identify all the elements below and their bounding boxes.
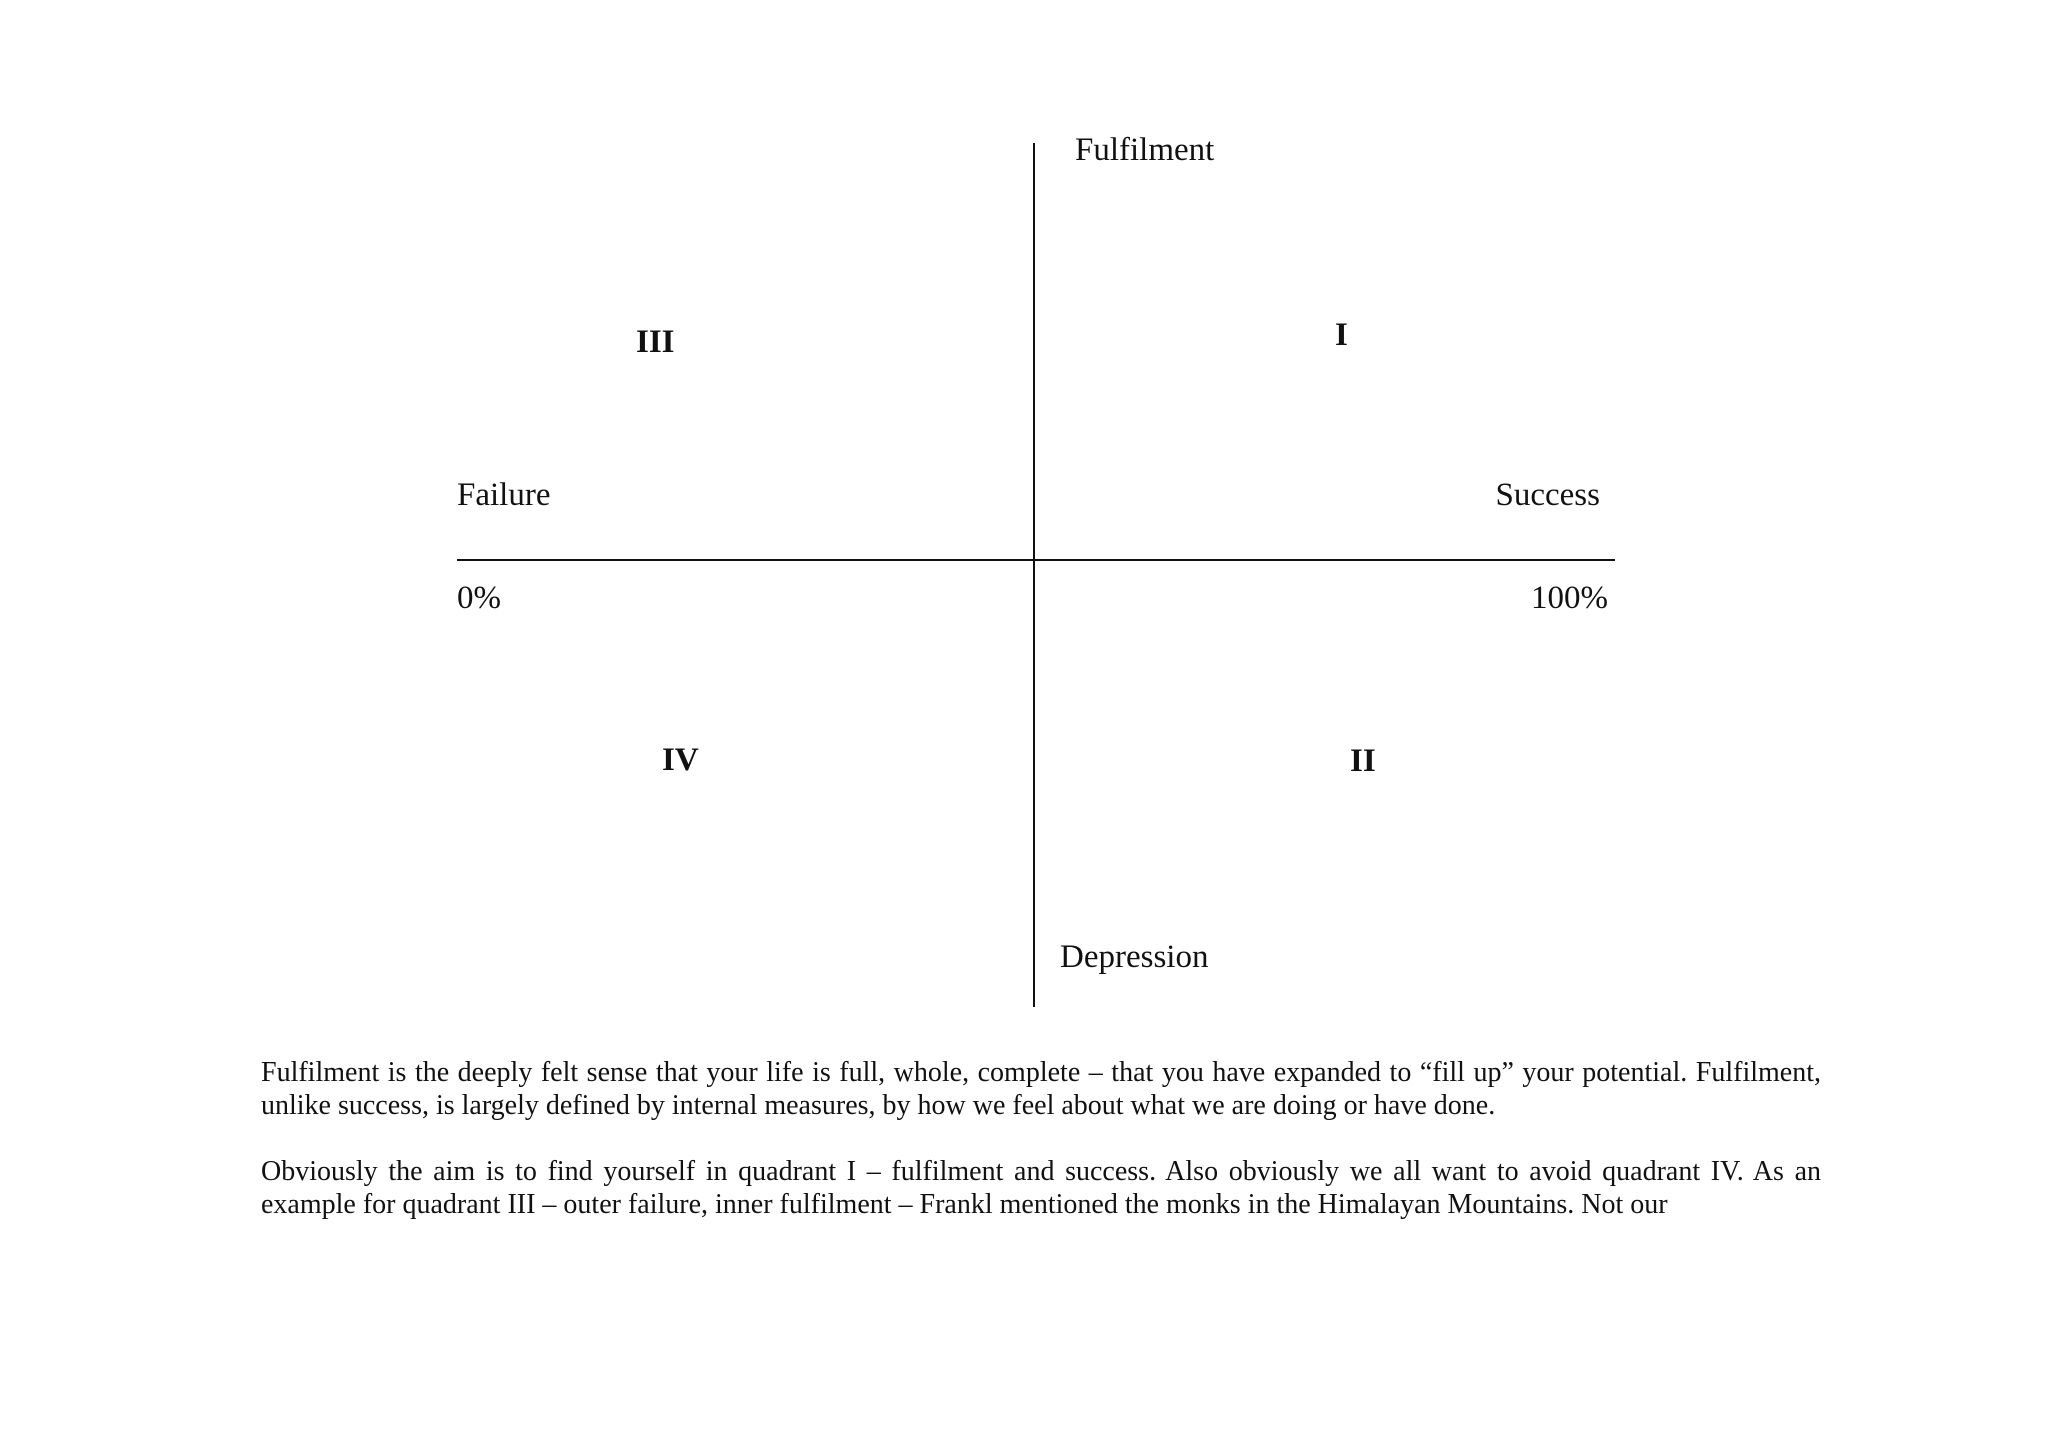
axis-label-failure: Failure xyxy=(457,477,551,513)
quadrant-label-IV: IV xyxy=(662,742,699,778)
axis-label-min: 0% xyxy=(457,580,501,616)
paragraph-quadrant-aim: Obviously the aim is to find yourself in quadrant I – fulfilment and success. Also obviously we all want to avoid quadrant IV. As an example for quadrant III – outer failure, inner fulfilment – Frankl mentioned the monks in the Himalayan Mountains. Not our xyxy=(261,1156,1821,1220)
paragraph-fulfilment-definition: Fulfilment is the deeply felt sense that your life is full, whole, complete – that you have expanded to “fill up” your potential. Fulfilment, unlike success, is largely defined by internal measures, by how we feel about what we are doing or have done. xyxy=(261,1057,1821,1121)
axis-label-max: 100% xyxy=(1531,580,1608,616)
quadrant-label-I: I xyxy=(1335,317,1348,353)
axis-label-depression: Depression xyxy=(1060,939,1209,975)
axis-label-fulfilment: Fulfilment xyxy=(1075,132,1215,168)
quadrant-label-II: II xyxy=(1350,743,1376,779)
body-text xyxy=(261,1056,1821,1254)
quadrant-label-III: III xyxy=(636,324,675,360)
vertical-axis xyxy=(1033,143,1035,1007)
horizontal-axis xyxy=(457,559,1615,561)
axis-label-success: Success xyxy=(1495,477,1600,513)
